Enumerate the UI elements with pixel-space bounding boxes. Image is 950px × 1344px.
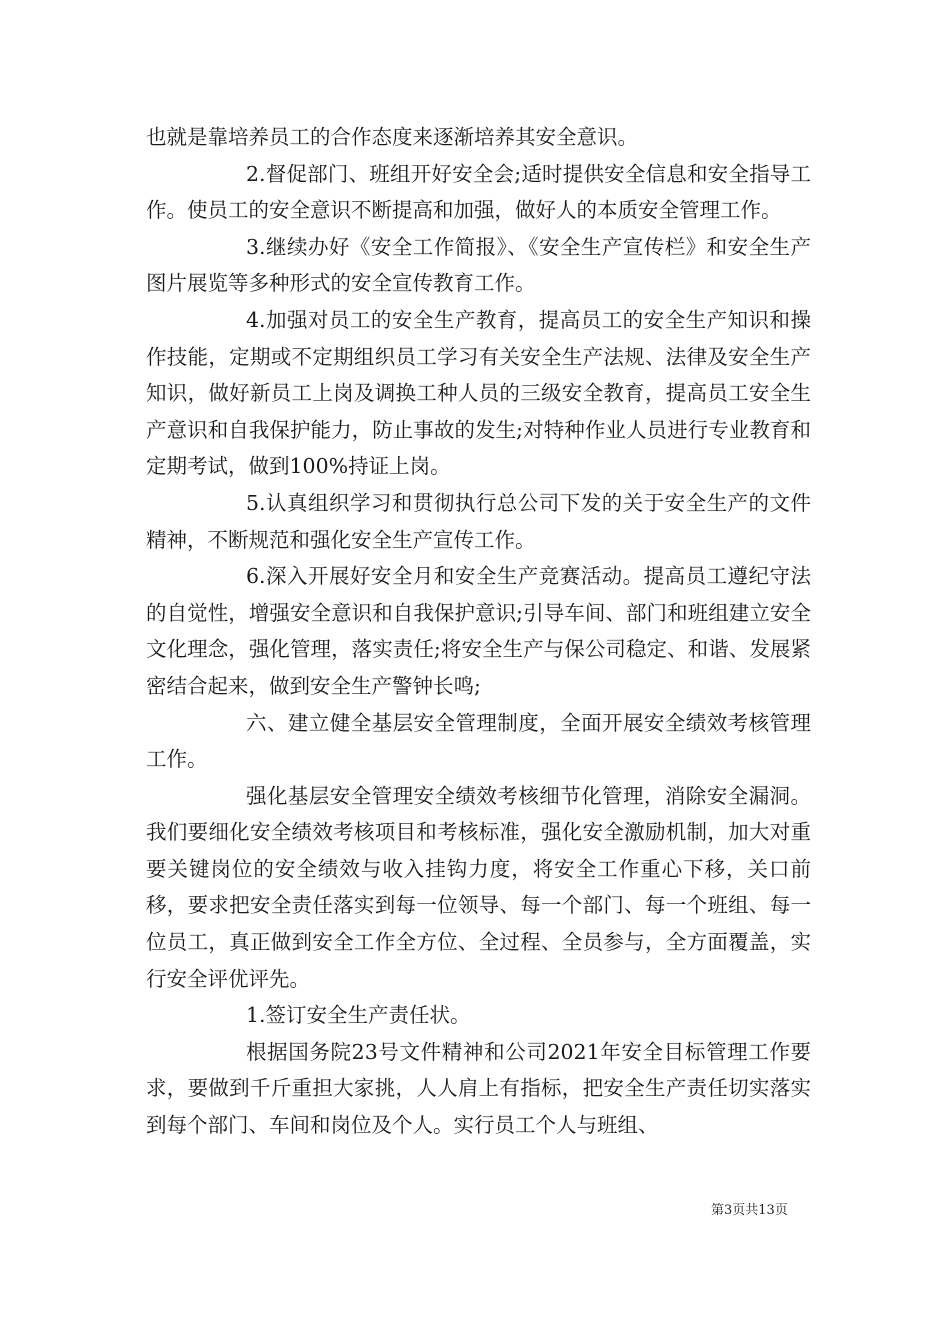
document-body — [146, 119, 811, 1144]
paragraph: 6.深入开展好安全月和安全生产竞赛活动。提高员工遵纪守法的自觉性，增强安全意识和自我保护意识;引导车间、部门和班组建立安全文化理念，强化管理，落实责任;将安全生产与保公司稳定、和谐、发展紧密结合起来，做到安全生产警钟长鸣; — [146, 564, 811, 698]
page-number-footer: 第3页共13页 — [711, 1203, 788, 1218]
paragraph: 4.加强对员工的安全生产教育，提高员工的安全生产知识和操作技能，定期或不定期组织员工学习有关安全生产法规、法律及安全生产知识，做好新员工上岗及调换工种人员的三级安全教育，提高员工安全生产意识和自我保护能力，防止事故的发生;对特种作业人员进行专业教育和定期考试，做到100%持证上岗。 — [146, 307, 811, 479]
paragraph: 强化基层安全管理安全绩效考核细节化管理，消除安全漏洞。我们要细化安全绩效考核项目和考核标准，强化安全激励机制，加大对重要关键岗位的安全绩效与收入挂钩力度，将安全工作重心下移，关口前移，要求把安全责任落实到每一位领导、每一个部门、每一个班组、每一位员工，真正做到安全工作全方位、全过程、全员参与，全方面覆盖，实行安全评优评先。 — [146, 783, 811, 991]
paragraph: 也就是靠培养员工的合作态度来逐渐培养其安全意识。 — [146, 125, 638, 149]
paragraph: 根据国务院23号文件精神和公司2021年安全目标管理工作要求，要做到千斤重担大家挑，人人肩上有指标，把安全生产责任切实落实到每个部门、车间和岗位及个人。实行员工个人与班组、 — [146, 1039, 811, 1138]
paragraph: 3.继续办好《安全工作简报》、《安全生产宣传栏》和安全生产图片展览等多种形式的安全宣传教育工作。 — [146, 234, 811, 296]
section-heading: 六、建立健全基层安全管理制度，全面开展安全绩效考核管理工作。 — [146, 710, 811, 772]
subsection-heading: 1.签订安全生产责任状。 — [246, 1003, 471, 1028]
paragraph: 2.督促部门、班组开好安全会;适时提供安全信息和安全指导工作。使员工的安全意识不断提高和加强，做好人的本质安全管理工作。 — [146, 161, 811, 223]
paragraph: 5.认真组织学习和贯彻执行总公司下发的关于安全生产的文件精神，不断规范和强化安全生产宣传工作。 — [146, 490, 811, 552]
